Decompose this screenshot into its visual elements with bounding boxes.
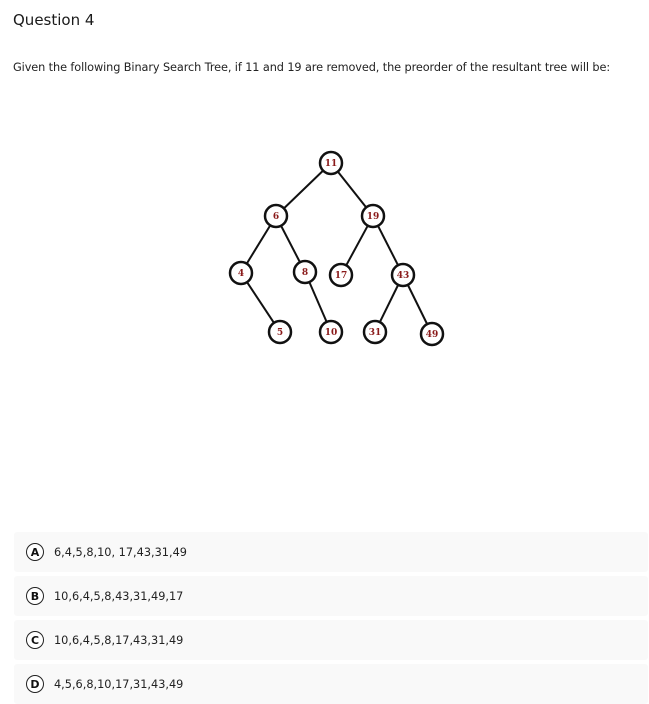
tree-node	[320, 321, 342, 343]
tree-node-label: 43	[396, 271, 410, 281]
option-a-letter[interactable]: A	[26, 543, 44, 561]
tree-edge	[284, 171, 323, 209]
tree-node-label: 19	[366, 212, 380, 222]
tree-edge	[281, 226, 300, 262]
tree-node	[230, 262, 252, 284]
tree-edge	[380, 285, 398, 322]
tree-node-label: 6	[272, 212, 280, 222]
tree-edge	[247, 225, 270, 263]
tree-edge	[309, 282, 326, 322]
tree-node-label: 11	[324, 159, 338, 169]
tree-node-label: 8	[301, 268, 309, 278]
option-c[interactable]	[14, 620, 648, 660]
tree-node-label: 31	[368, 328, 382, 338]
option-a[interactable]	[14, 532, 648, 572]
tree-node	[364, 321, 386, 343]
tree-node-label: 4	[237, 269, 245, 279]
tree-edge	[247, 282, 274, 323]
tree-edge	[338, 172, 366, 208]
tree-node-label: 49	[425, 330, 439, 340]
tree-node	[392, 264, 414, 286]
option-d-letter[interactable]: D	[26, 675, 44, 693]
tree-node	[330, 264, 352, 286]
tree-node	[269, 321, 291, 343]
tree-node-label: 5	[276, 328, 284, 338]
tree-node-label: 17	[334, 271, 348, 281]
tree-node-label: 10	[324, 328, 338, 338]
option-c-letter[interactable]: C	[26, 631, 44, 649]
option-b[interactable]	[14, 576, 648, 616]
tree-node	[362, 205, 384, 227]
tree-node	[265, 205, 287, 227]
option-d-text: 4,5,6,8,10,17,31,43,49	[54, 677, 184, 691]
option-a-text: 6,4,5,8,10, 17,43,31,49	[54, 545, 187, 559]
option-d[interactable]	[14, 664, 648, 704]
tree-node	[320, 152, 342, 174]
tree-node	[421, 323, 443, 345]
question-title: Question 4	[13, 11, 95, 29]
tree-node	[294, 261, 316, 283]
option-c-text: 10,6,4,5,8,17,43,31,49	[54, 633, 184, 647]
option-b-letter[interactable]: B	[26, 587, 44, 605]
tree-edge	[346, 226, 368, 266]
tree-edge	[378, 226, 398, 265]
question-text: Given the following Binary Search Tree, if 11 and 19 are removed, the preorder of the resultant tree will be:	[13, 61, 611, 74]
tree-edge	[408, 285, 427, 324]
option-b-text: 10,6,4,5,8,43,31,49,17	[54, 589, 184, 603]
